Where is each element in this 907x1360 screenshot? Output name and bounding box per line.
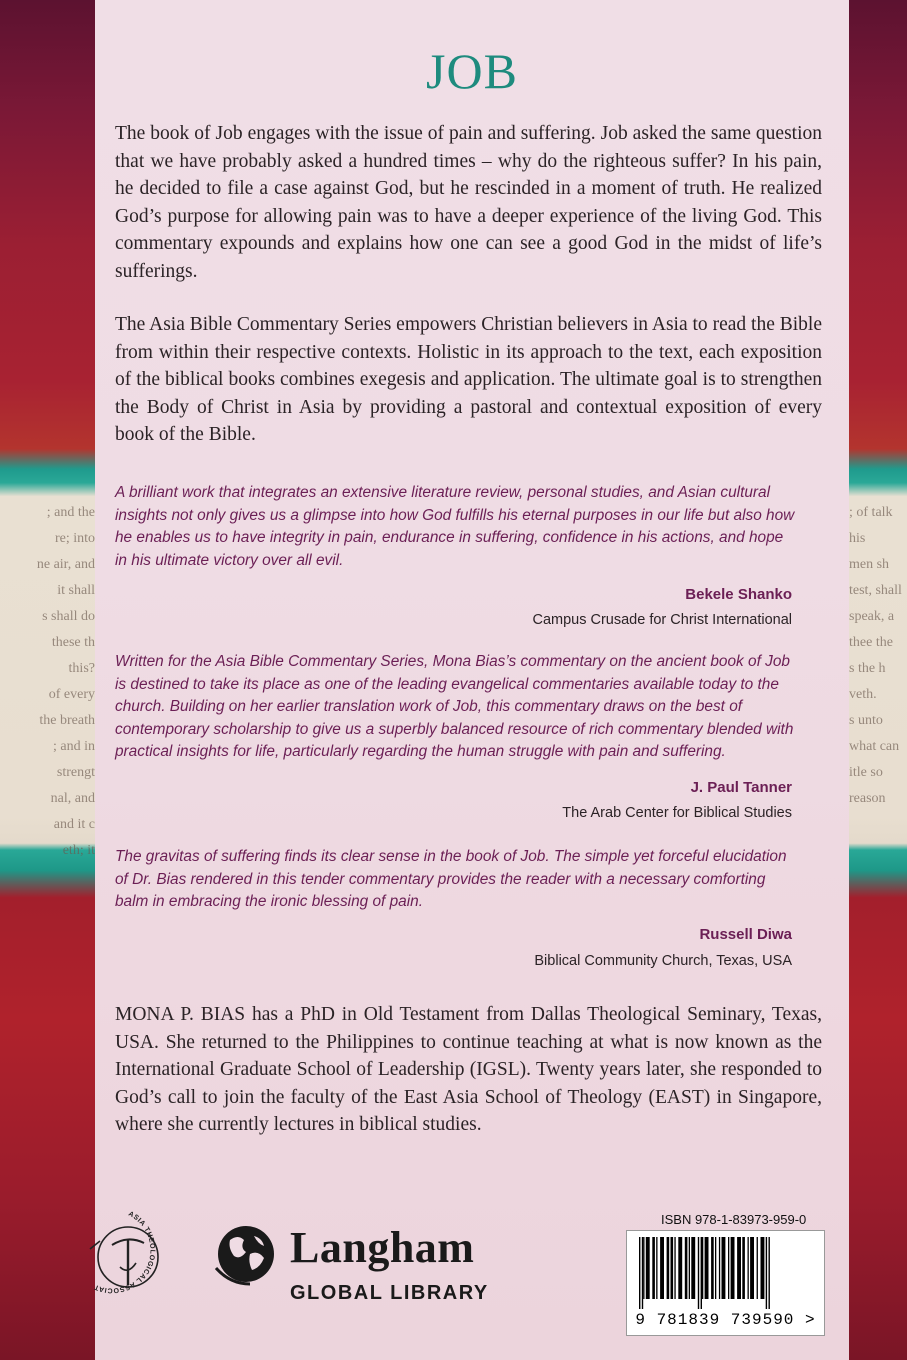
intro-paragraph: The book of Job engages with the issue of pain and suffering. Job asked the same question that we have probably asked a hundred times – why do the righteous suffer? In his pain, he decided to file a case against God, but he rescinded in a moment of truth. He realized God’s purpose for allowing pain was to have a deeper experience of the living God. This commentary expounds and explains how one can see a good God in the midst of life’s sufferings.: [115, 123, 822, 282]
publisher-subtitle: GLOBAL LIBRARY: [290, 1282, 489, 1304]
barcode-bar: [742, 1237, 745, 1299]
background-text-left-line: it shall: [57, 583, 95, 598]
background-text-left-line: s shall do: [42, 609, 95, 624]
background-text-left-line: ; and in: [53, 739, 95, 754]
barcode-bar: [639, 1237, 640, 1309]
background-bible-text-right: [849, 500, 907, 812]
isbn-label: ISBN 978-1-83973-959-0: [661, 1212, 807, 1227]
barcode-digits: 9 781839 739590 >: [635, 1311, 816, 1329]
background-text-left-line: this?: [68, 661, 95, 676]
barcode-bar: [702, 1237, 703, 1299]
endorsement-quote-1: A brilliant work that integrates an extensive literature review, personal studies, and Asian cultural insights not only gives us a glimpse into how God fulfills his eternal purposes in our life but also how he enables us to have integrity in pain, endurance in suffering, confidence in his actions, and hope in his ultimate victory over all evil.: [115, 484, 795, 569]
background-text-right-line: speak, a: [849, 609, 895, 624]
background-text-right-line: veth.: [849, 687, 877, 702]
barcode-bar: [691, 1237, 695, 1299]
endorser-name-3: Russell Diwa: [699, 926, 792, 943]
barcode-bar: [750, 1237, 754, 1299]
background-text-right-line: reason: [849, 791, 886, 806]
barcode-bar: [678, 1237, 682, 1299]
endorser-name-2: J. Paul Tanner: [690, 779, 792, 796]
endorser-name-1: Bekele Shanko: [685, 586, 792, 603]
barcode-bar: [719, 1237, 720, 1299]
barcode-bar: [757, 1237, 758, 1299]
barcode-bar: [698, 1237, 699, 1309]
background-text-right-line: s unto: [849, 713, 883, 728]
isbn-barcode: [626, 1230, 825, 1336]
book-title: JOB: [426, 43, 518, 99]
barcode-bar: [715, 1237, 716, 1299]
background-text-left-line: eth; it: [62, 843, 95, 858]
background-text-left-line: strengt: [56, 765, 95, 780]
background-text-left-line: ; and the: [46, 505, 95, 520]
background-text-right-line: itle so: [849, 765, 883, 780]
barcode-bar: [643, 1237, 644, 1299]
background-text-left-line: these th: [51, 635, 95, 650]
barcode-bar: [761, 1237, 765, 1299]
langham-globe-icon: [210, 1218, 282, 1295]
barcode-bar: [652, 1237, 655, 1299]
barcode-bar: [671, 1237, 674, 1299]
barcode-bar: [711, 1237, 714, 1299]
background-text-right-line: test, shall: [849, 583, 902, 598]
background-text-left-line: nal, and: [50, 791, 95, 806]
barcode-bar: [642, 1237, 643, 1309]
barcode-bar: [674, 1237, 675, 1299]
background-text-right-line: thee the: [849, 635, 893, 650]
barcode-bar: [728, 1237, 729, 1299]
barcode-bar: [685, 1237, 688, 1299]
background-text-left-line: the breath: [39, 713, 95, 728]
barcode-bar: [705, 1237, 709, 1299]
endorser-org-1: Campus Crusade for Christ International: [532, 612, 792, 628]
barcode-bar: [701, 1237, 702, 1309]
background-text-left-line: and it c: [53, 817, 95, 832]
barcode-bar: [660, 1237, 664, 1299]
svg-text:ASIA THEOLOGICAL ASSOCIATION: ASIA THEOLOGICAL ASSOCIAT: [93, 1210, 156, 1294]
barcode-bar: [748, 1237, 749, 1299]
barcode-bar: [769, 1237, 770, 1309]
barcode-bar: [689, 1237, 690, 1299]
barcode-bar: [646, 1237, 650, 1299]
endorsement-quote-3: The gravitas of suffering finds its clear sense in the book of Job. The simple yet forceful elucidation of Dr. Bias rendered in this tender commentary provides the reader with a necessary comforting balm in embracing the ironic blessing of pain.: [115, 848, 787, 910]
background-text-left-line: re; into: [54, 531, 95, 546]
barcode-bar: [722, 1237, 726, 1299]
background-text-left-line: ne air, and: [36, 557, 95, 572]
publisher-name: Langham: [290, 1223, 475, 1272]
endorser-org-3: Biblical Community Church, Texas, USA: [534, 953, 792, 969]
background-bible-text-left: [0, 500, 101, 864]
author-bio-paragraph: MONA P. BIAS has a PhD in Old Testament from Dallas Theological Seminary, Texas, USA. She returned to the Philippines to continue teaching at what is now known as the International Graduate School of Leadership (IGSL). Twenty years later, she responded to God’s call to join the faculty of the East Asia School of Theology (EAST) in Singapore, where she currently lectures in biblical studies.: [115, 1004, 822, 1135]
background-text-right-line: what can: [849, 739, 900, 754]
background-text-right-line: s the h: [849, 661, 886, 676]
background-text-left-line: of every: [48, 687, 95, 702]
barcode-bar: [667, 1237, 670, 1299]
background-text-right-line: his: [849, 531, 866, 546]
series-paragraph: The Asia Bible Commentary Series empowers Christian believers in Asia to read the Bible from within their respective contexts. Holistic in its approach to the text, each exposition of the biblical books combines exegesis and application. The ultimate goal is to strengthen the Body of Christ in Asia by providing a pastoral and contextual exposition of every book of the Bible.: [115, 314, 822, 445]
endorsement-quote-2: Written for the Asia Bible Commentary Series, Mona Bias’s commentary on the ancient book of Job is destined to take its place as one of the leading evangelical commentaries available today to the church. Building on her earlier translation work of Job, this commentary draws on the best of contemporary scholarship to give us a superbly balanced resource of rich commentary blended with practical insights for life, particularly regarding the human struggle with pain and suffering.: [115, 653, 794, 760]
barcode-bar: [731, 1237, 735, 1299]
background-text-right-line: men sh: [849, 557, 890, 572]
barcode-bar: [656, 1237, 657, 1299]
barcode-bar: [737, 1237, 741, 1299]
asia-theological-association-logo: [86, 1205, 170, 1350]
barcode-bar: [766, 1237, 767, 1309]
endorser-org-2: The Arab Center for Biblical Studies: [562, 805, 792, 821]
background-text-right-line: ; of talk: [849, 505, 893, 520]
